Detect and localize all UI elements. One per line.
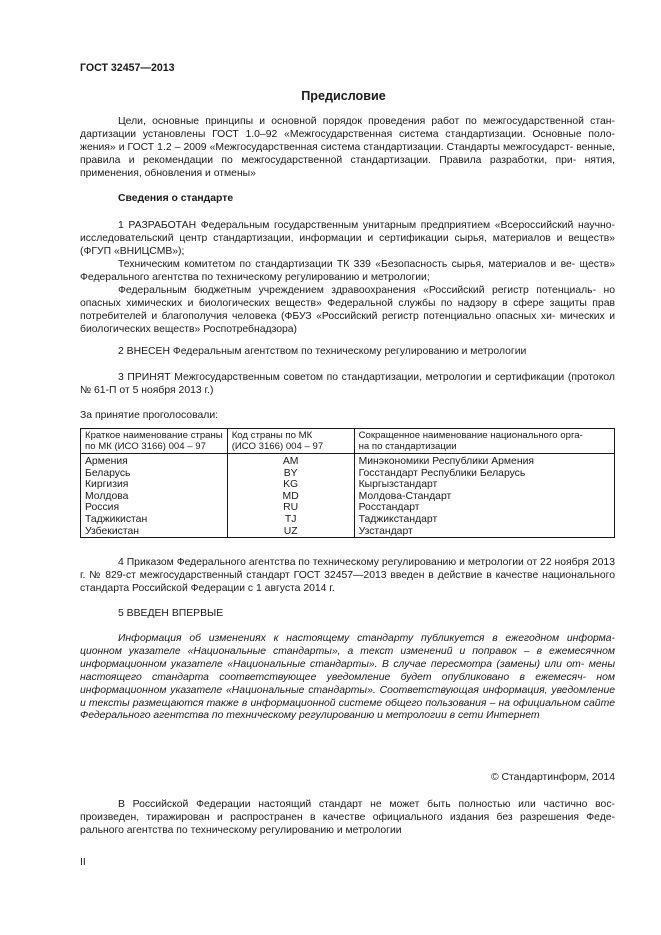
code-cell: UZ <box>227 526 354 538</box>
page-number: II <box>80 857 86 868</box>
item1-line: научно-исследовательский центр стандартизации, информации и сертификации сырья, материалов <box>80 220 616 244</box>
document-header: ГОСТ 32457—2013 <box>80 62 175 74</box>
code-cell: BY <box>227 468 354 480</box>
table-row <box>81 454 615 468</box>
header-line: по МК (ИСО 3166) 004 – 97 <box>85 441 206 452</box>
rights-line: В Российской Федерации настоящий стандарт не может быть полностью или частично вос- <box>118 799 615 810</box>
code-cell: MD <box>227 491 354 503</box>
body-cell: Таджикстандарт <box>354 514 614 526</box>
item1-line: но опасных химических и биологических веществ» Федеральной службы по надзору в сфере защиты <box>80 285 615 309</box>
header-code <box>227 429 354 454</box>
copyright-notice: © Стандартинформ, 2014 <box>490 772 615 783</box>
country-cell: Узбекистан <box>81 526 228 538</box>
notice-line: уведомление и тексты размещаются также в информационной системе общего пользования – на <box>80 684 616 709</box>
notice-paragraph <box>80 633 615 723</box>
header-line: Код страны по МК <box>231 430 313 441</box>
item4-line: 2013 г. № 829-ст межгосударственный стандарт ГОСТ 32457—2013 введен в действие в качестве <box>80 557 615 581</box>
header-line: (ИСО 3166) 004 – 97 <box>231 441 324 452</box>
table-row <box>81 468 615 480</box>
item1-line: 1 РАЗРАБОТАН Федеральным государственным унитарным предприятием «Всероссийский <box>118 220 574 231</box>
code-cell: TJ <box>227 514 354 526</box>
item1-line: Техническим комитетом по стандартизации ТК 339 «Безопасность сырья, материалов и ве- <box>118 259 576 270</box>
code-cell: AM <box>227 454 354 468</box>
item1-line: мических и биологических веществ» Роспотребнадзора) <box>80 310 616 335</box>
rights-paragraph <box>80 799 615 838</box>
body-cell: Росстандарт <box>354 502 614 514</box>
votes-table-header-row <box>81 429 615 454</box>
notice-line: ционном указателе «Национальные стандарты», а текст изменений и поправок – в ежемесячном <box>80 645 615 657</box>
item2-introduced: 2 ВНЕСЕН Федеральным агентством по техническому регулированию и метрологии <box>118 346 527 357</box>
header-line: Краткое наименование страны <box>85 430 223 441</box>
intro-line: Цели, основные принципы и основной порядок проведения работ по межгосударственной стан- <box>118 116 615 127</box>
code-cell: RU <box>227 502 354 514</box>
code-cell: KG <box>227 479 354 491</box>
body-cell: Кыргызстандарт <box>354 479 614 491</box>
notice-line: мены настоящего стандарта соответствующее уведомление будет опубликовано в ежемесяч- <box>80 658 615 683</box>
country-cell: Молдова <box>81 491 228 503</box>
section-title: Сведения о стандарте <box>118 193 234 204</box>
rights-line: рального агентства по техническому регулированию и метрологии <box>80 824 402 836</box>
item1-line: прав потребителей и благополучия человека (ФБУЗ «Российский регистр потенциально опасных хи- <box>80 297 616 322</box>
table-row <box>81 491 615 503</box>
item1-committee <box>80 259 615 285</box>
table-row <box>81 514 615 526</box>
item1-developer <box>80 220 615 259</box>
item3-line: (протокол № 61-П от 5 ноября 2013 г.) <box>80 372 615 396</box>
item4-order <box>80 557 615 596</box>
intro-line: нятия, применения, обновления и отмены» <box>80 154 616 179</box>
intro-line: дартизации установлены ГОСТ 1.0–92 «Межгосударственная система стандартизации. Основные поло- <box>80 128 615 140</box>
intro-line: жения» и ГОСТ 1.2 – 2009 «Межгосударственная система стандартизации. Стандарты межгосударст- <box>80 141 574 153</box>
rights-line: произведен, тиражирован и распространен в качестве официального издания без разрешения Феде- <box>80 811 615 823</box>
item1-line: Федеральным бюджетным учреждением здравоохранения «Российский регистр потенциаль- <box>118 285 597 296</box>
votes-caption: За принятие проголосовали: <box>80 410 219 421</box>
table-row <box>81 526 615 538</box>
item1-institution <box>80 285 615 337</box>
item1-line: ществ» Федерального агентства по техническому регулированию и метрологии; <box>80 259 615 283</box>
notice-line: Информация об изменениях к настоящему стандарту публикуется в ежегодном информа- <box>118 633 615 644</box>
notice-line: официальном сайте Федерального агентства по техническому регулированию и метрологии в <box>80 697 615 722</box>
notice-line: сети Интернет <box>457 710 540 722</box>
body-cell: Госстандарт Республики Беларусь <box>354 468 614 480</box>
body-cell: Минэкономики Республики Армения <box>354 454 614 468</box>
notice-line: информационном указателе «Национальные стандарты». В случае пересмотра (замены) или от- <box>80 658 585 670</box>
table-row <box>81 479 615 491</box>
header-country <box>81 429 228 454</box>
country-cell: Киргизия <box>81 479 228 491</box>
country-cell: Армения <box>81 454 228 468</box>
intro-line: венные, правила и рекомендации по межгосударственной стандартизации. Правила разработки, при- <box>80 141 615 166</box>
intro-paragraph <box>80 116 615 181</box>
item3-adopted <box>80 372 615 398</box>
votes-table <box>80 428 615 538</box>
table-row <box>81 502 615 514</box>
page-title: Предисловие <box>301 89 386 103</box>
item5-first-introduced: 5 ВВЕДЕН ВПЕРВЫЕ <box>118 608 224 619</box>
item1-line: и веществ» (ФГУП «ВНИЦСМВ»); <box>80 232 615 257</box>
header-line: на по стандартизации <box>358 441 457 452</box>
item3-line: 3 ПРИНЯТ Межгосударственным советом по стандартизации, метрологии и сертификации <box>118 372 565 383</box>
notice-line: ном информационном указателе «Национальные стандарты». Соответствующая информация, <box>80 671 615 696</box>
body-cell: Узстандарт <box>354 526 614 538</box>
country-cell: Беларусь <box>81 468 228 480</box>
item4-line: 4 Приказом Федерального агентства по техническому регулированию и метрологии от 22 ноября <box>118 557 589 568</box>
body-cell: Молдова-Стандарт <box>354 491 614 503</box>
header-line: Сокращенное наименование национального орга- <box>358 430 583 441</box>
country-cell: Таджикистан <box>81 514 228 526</box>
header-body <box>354 429 614 454</box>
country-cell: Россия <box>81 502 228 514</box>
item4-line: национального стандарта Российской Федерации с 1 августа 2014 г. <box>80 569 615 594</box>
